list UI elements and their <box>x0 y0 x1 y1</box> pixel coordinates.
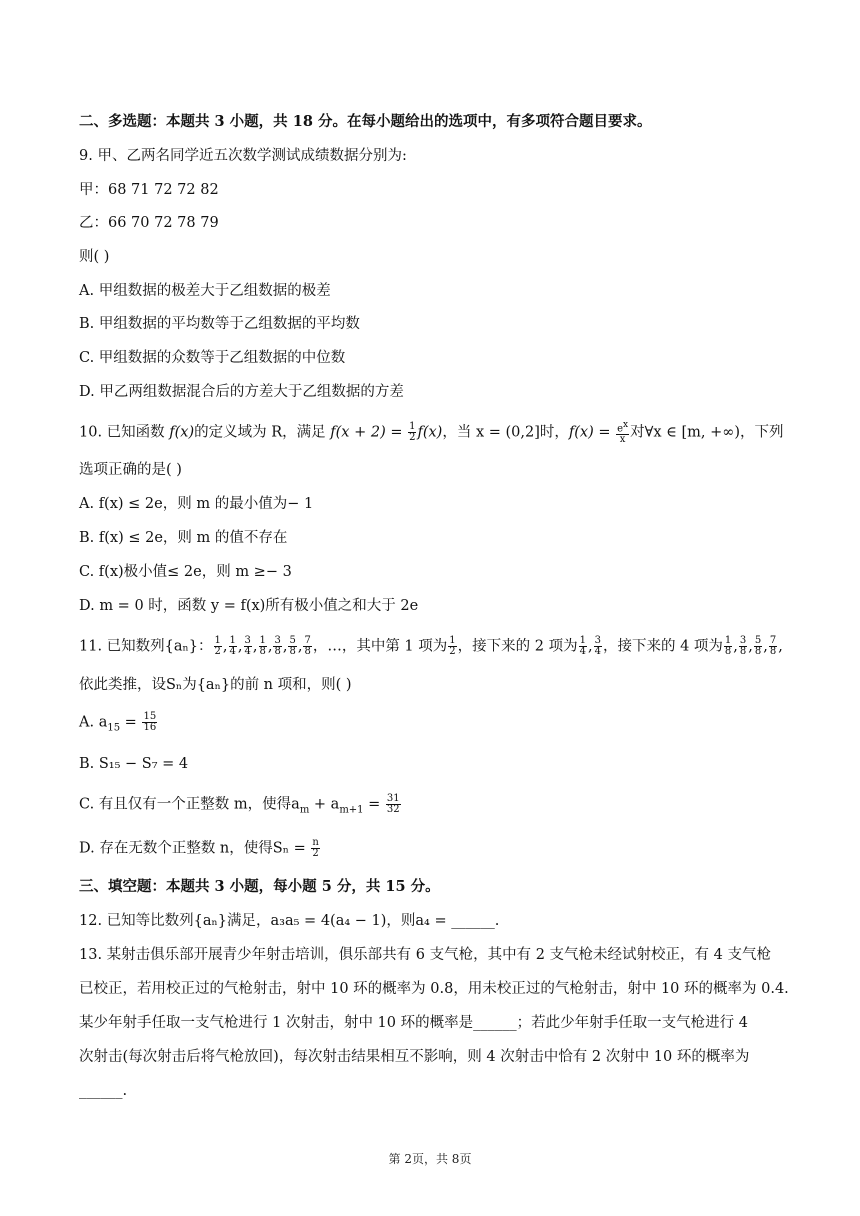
q13-line2: 已校正，若用校正过的气枪射击，射中 10 环的概率为 0.8，用未校正过的气枪射击，射中 10 环的概率为 0.4. <box>79 981 789 997</box>
q13-line1: 13. 某射击俱乐部开展青少年射击培训，俱乐部共有 6 支气枪，其中有 2 支气枪未经试射校正，有 4 支气枪 <box>79 947 771 963</box>
q10-stem-b: 的定义域为 R，满足 <box>194 424 331 441</box>
q10-fx: f(x) <box>169 424 195 441</box>
q9-stem: 9. 甲、乙两名同学近五次数学测试成绩数据分别为: <box>79 148 407 164</box>
q10-frac-ex: $\frac{e^x}{x}$ <box>617 420 629 446</box>
q10-option-a: A. f(x) ≤ 2e，则 m 的最小值为− 1 <box>79 496 314 512</box>
q9-ze: 则( ) <box>79 249 110 265</box>
q13-line3: 某少年射手任取一支气枪进行 1 次射击，射中 10 环的概率是______；若此少年射手任取一支气枪进行 4 <box>79 1015 748 1031</box>
q10-eq: f(x + 2) = <box>330 424 408 441</box>
q10-stem: 10. 已知函数 f(x)的定义域为 R，满足 f(x + 2) = $\frac{1}{2}$ f(x)，当 x = (0,2]时，f(x) = $\frac{e^x}{x}$ 对∀x ∈ [m, +∞)，下列 <box>79 420 784 446</box>
q9-option-a: A. 甲组数据的极差大于乙组数据的极差 <box>79 283 331 299</box>
q13-line4: 次射击(每次射击后将气枪放回)，每次射击结果相互不影响，则 4 次射击中恰有 2 次射中 10 环的概率为 <box>79 1049 750 1065</box>
page-footer: 第 2页，共 8页 <box>388 1152 472 1166</box>
q11-stem-a: 11. 已知数列{aₙ}： <box>79 638 213 655</box>
q9-option-c: C. 甲组数据的众数等于乙组数据的中位数 <box>79 350 346 366</box>
q10-stem-d: 对∀x ∈ [m, +∞)，下列 <box>630 424 784 441</box>
q9-yi-scores: 乙：66 70 72 78 79 <box>79 215 219 231</box>
q10-stem-a: 10. 已知函数 <box>79 424 170 441</box>
q11-option-b: B. S₁₅ − S₇ = 4 <box>79 756 189 772</box>
q9-jia-scores: 甲：68 71 72 72 82 <box>79 182 219 198</box>
q11-option-a: A. $a_{15}$ = $\frac{15}{16}$ <box>79 711 157 734</box>
q12: 12. 已知等比数列{aₙ}满足，a₃a₅ = 4(a₄ − 1)，则a₄ = ______. <box>79 913 500 929</box>
q10-stem-c: ，当 x = (0,2]时， <box>442 424 569 441</box>
q13-line5: ______. <box>79 1083 128 1099</box>
q10-option-d: D. m = 0 时，函数 y = f(x)所有极小值之和大于 2e <box>79 598 419 614</box>
q11-option-c: C. 有且仅有一个正整数 m，使得$a_m + a_{m+1}$ = $\frac{31}{32}$ <box>79 793 400 816</box>
q10-option-c: C. f(x)极小值≤ 2e，则 m ≥− 3 <box>79 564 292 580</box>
q11-stem-b: ，…，其中第 1 项为 <box>312 638 448 655</box>
q11-option-d: D. 存在无数个正整数 n，使得Sₙ = $\frac{n}{2}$ <box>79 837 319 859</box>
q10-stem2: 选项正确的是( ) <box>79 462 182 478</box>
section-3-header: 三、填空题：本题共 3 小题，每小题 5 分，共 15 分。 <box>79 878 440 895</box>
q11-stem-c: ，接下来的 2 项为 <box>457 638 578 655</box>
q11-stem-d: ，接下来的 4 项为 <box>602 638 723 655</box>
section-2-header: 二、多选题：本题共 3 小题，共 18 分。在每小题给出的选项中，有多项符合题目要求。 <box>79 113 652 130</box>
q9-option-b: B. 甲组数据的平均数等于乙组数据的平均数 <box>79 316 360 332</box>
q10-option-b: B. f(x) ≤ 2e，则 m 的值不存在 <box>79 530 288 546</box>
q11-stem: 11. 已知数列{aₙ}： $\frac{1}{2}$ , $\frac{1}{4}$ , $\frac{3}{4}$ , $\frac{1}{8}$ , $\frac{3}{8}$ , $\frac{5}{8}$ , $\frac{7}{8}$ ，…，其中第 1 项为 $\frac{1}{2}$ ，接下来的 2 项为 $\frac{1}{4}$ , $\frac{3}{4}$ ，接下来的 4 项为 $\frac{1}{8}$ , $\frac{3}{8}$ , $\frac{5}{8}$ , $\frac{7}{8}$ , <box>79 635 783 657</box>
q11-stem2: 依此类推，设Sₙ为{aₙ}的前 n 项和，则( ) <box>79 677 352 693</box>
q9-option-d: D. 甲乙两组数据混合后的方差大于乙组数据的方差 <box>79 384 404 400</box>
q10-frac-half: $\frac{1}{2}$ <box>409 421 416 444</box>
